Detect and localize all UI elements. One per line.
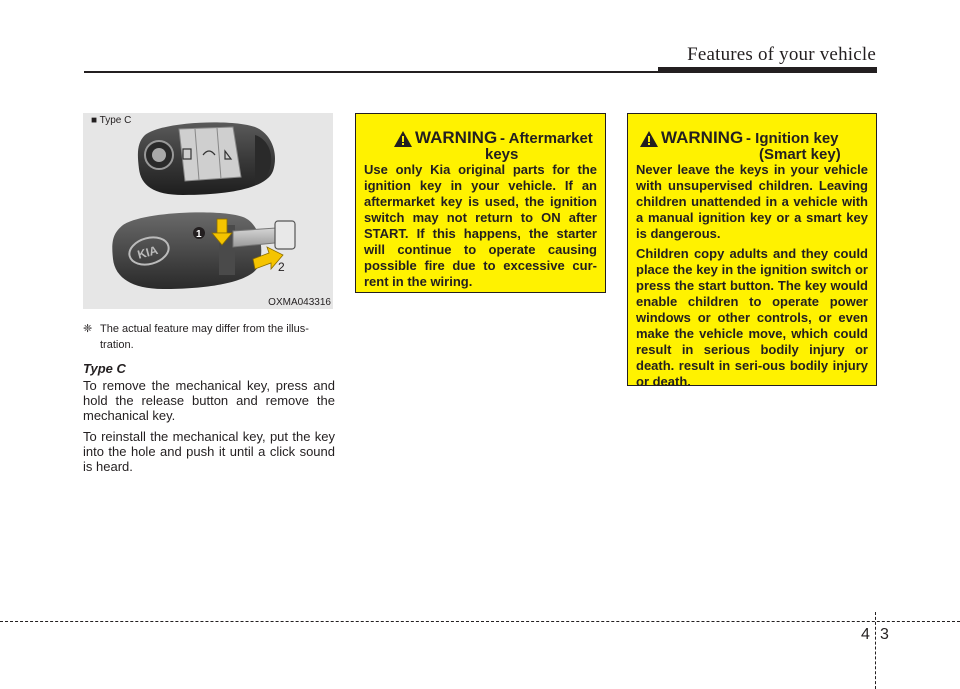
warning-label: WARNING — [415, 128, 498, 147]
callout-1: 1 — [196, 229, 202, 240]
note-text: The actual feature may differ from the illus-tration. — [100, 323, 309, 351]
section-heading: Type C — [83, 361, 126, 376]
warning-paragraph: Never leave the keys in your vehicle with unsupervised children. Leaving children unattended in a vehicle with a manual ignition key or a smart key is dangerous. — [636, 162, 868, 241]
type-label: ■ Type C — [91, 115, 132, 126]
warning-subject: - Ignition key — [746, 130, 839, 147]
body-paragraph: To reinstall the mechanical key, put the key into the hole and push it until a click sound is heard. — [83, 429, 335, 474]
warning-body — [364, 162, 597, 294]
smart-key-illustration — [83, 113, 333, 309]
footer-divider — [875, 612, 877, 689]
warning-label: WARNING — [661, 128, 744, 147]
illustration-note — [83, 321, 335, 353]
page-number: 3 — [880, 626, 889, 643]
header-rule — [84, 71, 658, 73]
warning-subject-cont: (Smart key) — [759, 146, 841, 163]
warning-triangle-icon — [640, 131, 658, 147]
key-front — [138, 122, 275, 195]
warning-subject: - Aftermarket — [500, 130, 593, 147]
figure-code: OXMA043316 — [268, 297, 331, 308]
header-rule-thick — [658, 67, 877, 73]
warning-body — [636, 162, 868, 394]
warning-paragraph: Use only Kia original parts for the ignition key in your vehicle. If an aftermarket key is used, the ignition switch may not return to ON after START. If this happens, the starter will continue to operate causing possible fire due to excessive cur-rent in the wiring. — [364, 162, 597, 289]
callout-2: 2 — [278, 260, 285, 274]
chapter-number: 4 — [861, 626, 870, 643]
body-paragraph: To remove the mechanical key, press and hold the release button and remove the mechanical key. — [83, 378, 335, 423]
warning-triangle-icon — [394, 131, 412, 147]
warning-subject-cont: keys — [485, 146, 519, 163]
section-title: Features of your vehicle — [687, 44, 876, 65]
warning-paragraph: Children copy adults and they could place the key in the ignition switch or press the start button. The key would enable children to operate power windows or other controls, or even make the vehicle move, which could result in serious bodily injury or death. result in seri-ous bodily injury or death. — [636, 246, 868, 389]
note-symbol: ❈ — [83, 323, 93, 335]
key-back — [112, 212, 295, 289]
footer-rule — [0, 621, 960, 622]
svg-text:KIA: KIA — [135, 242, 160, 262]
warning-box-aftermarket-keys — [355, 113, 606, 293]
warning-box-ignition-key — [627, 113, 877, 389]
smart-key-drawing — [83, 113, 333, 309]
